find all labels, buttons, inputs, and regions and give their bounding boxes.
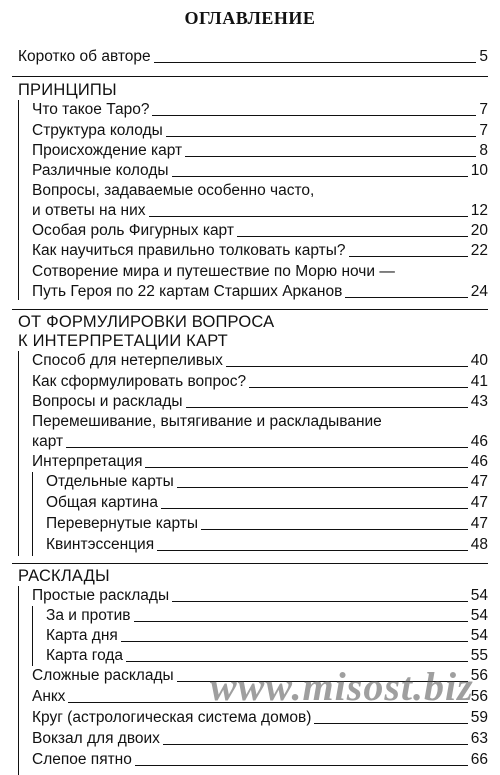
leader-line xyxy=(185,156,476,157)
toc-entry-label: Сложные расклады xyxy=(32,667,174,684)
toc-entry-label: Способ для нетерпеливых xyxy=(32,352,223,369)
toc-entry-page: 20 xyxy=(470,222,488,239)
toc-entry-page: 47 xyxy=(470,515,488,532)
section-bracket-line xyxy=(18,100,19,300)
toc-entry-page: 10 xyxy=(470,162,488,179)
toc-entry[interactable] xyxy=(32,586,488,606)
toc-entry-first-line: Сотворение мира и путешествие по Морю ночи — xyxy=(32,263,395,280)
section-heading-line1: ОТ ФОРМУЛИРОВКИ ВОПРОСА xyxy=(18,313,275,331)
leader-line xyxy=(152,115,476,116)
toc-entry-page: 48 xyxy=(470,536,488,553)
toc-entry-label: Как научиться правильно толковать карты? xyxy=(32,242,346,259)
leader-line xyxy=(177,487,468,488)
section-divider xyxy=(12,76,488,77)
toc-entry[interactable] xyxy=(32,121,488,141)
toc-entry-page: 12 xyxy=(470,202,488,219)
toc-entry-label: Что такое Таро? xyxy=(32,101,150,118)
toc-entry-page: 56 xyxy=(470,688,488,705)
section-heading-spreads: РАСКЛАДЫ xyxy=(18,567,110,585)
toc-entry-about-author[interactable] xyxy=(18,47,488,67)
toc-entry-page: 54 xyxy=(470,587,488,604)
toc-entry-label: Карта года xyxy=(46,647,124,664)
site-watermark: www.misost.biz xyxy=(210,664,474,709)
toc-entry-first-line: Вопросы, задаваемые особенно часто, xyxy=(32,182,315,199)
toc-entry-label: Вопросы и расклады xyxy=(32,393,183,410)
toc-subentry[interactable] xyxy=(46,514,488,534)
leader-line xyxy=(237,236,468,237)
toc-entry[interactable] xyxy=(32,708,488,728)
toc-entry-first-line: Перемешивание, вытягивание и раскладывание xyxy=(32,413,382,430)
toc-entry[interactable] xyxy=(32,452,488,472)
subsection-bracket-line xyxy=(32,606,33,666)
leader-line xyxy=(226,366,468,367)
section-heading-principles: ПРИНЦИПЫ xyxy=(18,81,117,99)
toc-entry-label: Происхождение карт xyxy=(32,142,183,159)
leader-line xyxy=(66,447,468,448)
toc-entry-label: карт xyxy=(32,433,64,450)
toc-entry[interactable] xyxy=(32,100,488,120)
toc-entry-page: 66 xyxy=(470,751,488,768)
toc-entry-label: Карта дня xyxy=(46,627,118,644)
section-bracket-line xyxy=(18,586,19,775)
toc-entry-page: 22 xyxy=(470,242,488,259)
toc-entry-label: Особая роль Фигурных карт xyxy=(32,222,234,239)
toc-entry-page: 63 xyxy=(470,730,488,747)
toc-entry-page: 56 xyxy=(470,667,488,684)
toc-entry-label: Слепое пятно xyxy=(32,751,132,768)
toc-entry-label: Вокзал для двоих xyxy=(32,730,160,747)
toc-entry[interactable] xyxy=(32,729,488,749)
toc-entry[interactable] xyxy=(32,750,488,770)
toc-subentry[interactable] xyxy=(46,535,488,555)
leader-line xyxy=(186,407,468,408)
leader-line xyxy=(135,765,468,766)
toc-entry-label: Отдельные карты xyxy=(46,473,174,490)
toc-entry[interactable] xyxy=(32,392,488,412)
leader-line xyxy=(172,176,468,177)
toc-entry-label: Интерпретация xyxy=(32,453,143,470)
page-title: ОГЛАВЛЕНИЕ xyxy=(184,8,316,28)
toc-entry-label: Как сформулировать вопрос? xyxy=(32,373,247,390)
leader-line xyxy=(249,387,468,388)
toc-subentry[interactable] xyxy=(46,472,488,492)
toc-entry-label: Круг (астрологическая система домов) xyxy=(32,709,312,726)
toc-subentry[interactable] xyxy=(46,493,488,513)
toc-entry-label: Коротко об авторе xyxy=(18,48,151,65)
toc-entry-page: 54 xyxy=(470,627,488,644)
toc-entry-page: 5 xyxy=(479,48,488,65)
toc-entry-page: 46 xyxy=(470,433,488,450)
subsection-bracket-line xyxy=(32,472,33,556)
toc-entry-page: 55 xyxy=(470,647,488,664)
leader-line xyxy=(154,62,477,63)
leader-line xyxy=(145,467,467,468)
leader-line xyxy=(349,256,468,257)
leader-line xyxy=(314,723,467,724)
toc-entry-label: Структура колоды xyxy=(32,122,163,139)
toc-entry-label: Квинтэссенция xyxy=(46,536,155,553)
toc-entry-page: 46 xyxy=(470,453,488,470)
leader-line xyxy=(201,529,468,530)
toc-entry[interactable] xyxy=(32,282,488,302)
toc-entry-page: 41 xyxy=(470,373,488,390)
leader-line xyxy=(172,601,468,602)
toc-entry[interactable] xyxy=(32,201,488,221)
toc-entry-label: Общая картина xyxy=(46,494,158,511)
toc-subentry[interactable] xyxy=(46,606,488,626)
toc-entry-label: За и против xyxy=(46,607,131,624)
toc-entry[interactable] xyxy=(32,141,488,161)
toc-entry-page: 47 xyxy=(470,494,488,511)
toc-entry-page: 24 xyxy=(470,283,488,300)
leader-line xyxy=(157,550,468,551)
leader-line xyxy=(163,744,468,745)
toc-entry-label: Простые расклады xyxy=(32,587,170,604)
toc-entry[interactable] xyxy=(32,161,488,181)
toc-entry-label: Путь Героя по 22 картам Старших Арканов xyxy=(32,283,343,300)
leader-line xyxy=(134,621,468,622)
toc-entry-page: 7 xyxy=(479,122,488,139)
toc-entry[interactable] xyxy=(32,432,488,452)
toc-entry-page: 7 xyxy=(479,101,488,118)
toc-entry-page: 40 xyxy=(470,352,488,369)
toc-entry-label: Перевернутые карты xyxy=(46,515,199,532)
section-divider xyxy=(12,309,488,310)
toc-entry[interactable] xyxy=(32,241,488,261)
toc-subentry[interactable] xyxy=(46,626,488,646)
section-heading-line2: К ИНТЕРПРЕТАЦИИ КАРТ xyxy=(18,332,228,350)
toc-entry-page: 47 xyxy=(470,473,488,490)
toc-entry-label: и ответы на них xyxy=(32,202,146,219)
leader-line xyxy=(161,508,468,509)
toc-entry-label: Различные колоды xyxy=(32,162,169,179)
toc-entry-page: 54 xyxy=(470,607,488,624)
toc-entry-page: 59 xyxy=(470,709,488,726)
toc-entry-page: 43 xyxy=(470,393,488,410)
toc-entry-page: 8 xyxy=(479,142,488,159)
section-bracket-line xyxy=(18,351,19,556)
leader-line xyxy=(121,641,468,642)
leader-line xyxy=(166,136,477,137)
leader-line xyxy=(345,297,467,298)
leader-line xyxy=(149,216,468,217)
leader-line xyxy=(126,661,468,662)
toc-entry[interactable] xyxy=(32,372,488,392)
section-divider xyxy=(12,563,488,564)
toc-entry[interactable] xyxy=(32,221,488,241)
toc-entry[interactable] xyxy=(32,351,488,371)
toc-entry-label: Анкх xyxy=(32,688,66,705)
